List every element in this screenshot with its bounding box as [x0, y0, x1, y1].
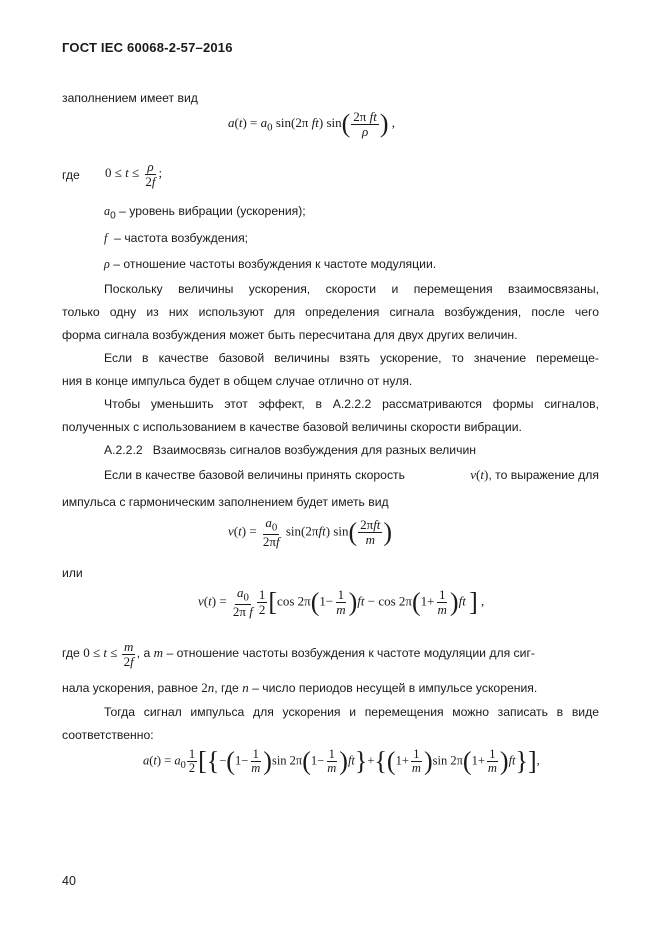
formula-acceleration-expanded: $a(t) = a_0$ $\frac{1}{2}$ [{−(1− $\frac{1}{m}$ )sin 2π(1− $\frac{1}{m}$ )ft}+{(1+ $\frac{1}{m}$ )sin 2π(1+ $\frac{1}{m}$ )ft}], [143, 746, 540, 776]
paragraph-line: соответственно: [62, 728, 154, 742]
paragraph-line: только одну из них используют для определения сигнала возбуждения, после чего [62, 305, 599, 319]
where-label: где [62, 168, 80, 182]
paragraph-line: Поскольку величины ускорения, скорости и перемещения взаимосвязаны, [104, 282, 599, 296]
section-heading: А.2.2.2 Взаимосвязь сигналов возбуждения для разных величин [104, 443, 476, 457]
formula-velocity-expanded: v(t) = $\frac{a_0}{\text{2π f}}$ $\frac{1}{2}$ [cos 2π(1− $\frac{1}{m}$ )ft − cos 2π(1+ $\frac{1}{m}$ )ft ] , [198, 585, 485, 619]
paragraph-line: Если в качестве базовой величины взять ускорение, то значение перемеще- [104, 351, 599, 365]
paragraph-line: Если в качестве базовой величины принять скорость v(t), то выражение для [104, 467, 599, 482]
definition-f: f – частота возбуждения; [104, 231, 249, 245]
paragraph-line: импульса с гармоническим заполнением будет иметь вид [62, 495, 389, 509]
formula-time-range: 0 ≤ t ≤ $\frac{\rho}{2f}$ ; [105, 159, 163, 189]
paragraph-line: Чтобы уменьшить этот эффект, в А.2.2.2 рассматриваются формы сигналов, [104, 397, 599, 411]
definition-a0: $a_0$ – уровень вибрации (ускорения); [104, 204, 306, 222]
page-number: 40 [62, 874, 76, 888]
paragraph-line: полученных с использованием в качестве базовой величины скорости вибрации. [62, 420, 522, 434]
paragraph-line: нала ускорения, равное 2n, где n – число периодов несущей в импульсе ускорения. [62, 680, 538, 695]
document-header: ГОСТ IEC 60068-2-57–2016 [62, 40, 233, 55]
paragraph-line: ния в конце импульса будет в общем случае отлично от нуля. [62, 374, 413, 388]
formula-velocity: v(t) = $\frac{a_0}{2\pi f}$ sin(2πft) sin( $\frac{\text{2πft}}{m}$ ) [228, 515, 393, 549]
paragraph-line: форма сигнала возбуждения может быть пересчитана для двух других величин. [62, 328, 518, 342]
paragraph-line: Тогда сигнал импульса для ускорения и перемещения можно записать в виде [104, 705, 599, 719]
definition-rho: ρ – отношение частоты возбуждения к частоте модуляции. [104, 257, 437, 271]
formula-acceleration: $a(t) = a_0$ sin(2π ft) sin( $\frac{\text{2π ft}}{\rho}$ ) , [228, 109, 396, 139]
or-label: или [62, 566, 83, 580]
paragraph-line: где 0 ≤ t ≤ $\frac{m}{2f}$ , а m – отношение частоты возбуждения к частоте модуляции для сиг- [62, 639, 535, 669]
text-line: заполнением имеет вид [62, 91, 198, 105]
